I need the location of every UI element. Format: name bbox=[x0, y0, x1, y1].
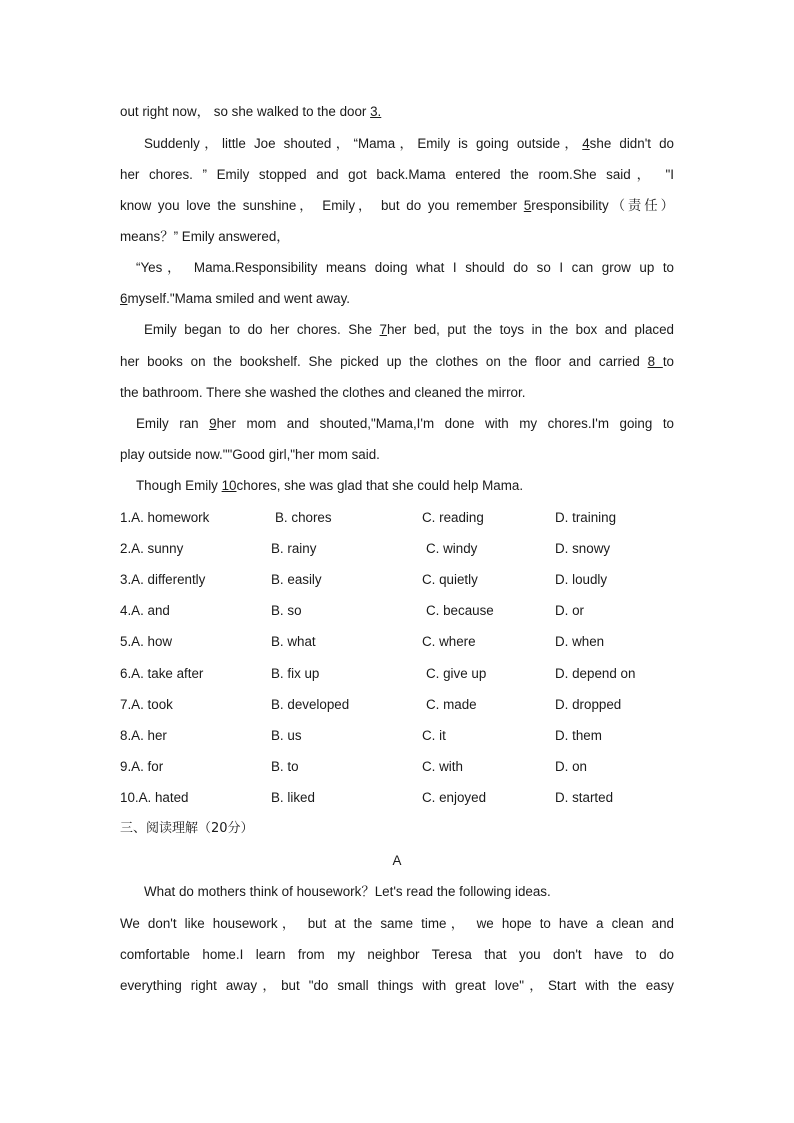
passage-line: play outside now.""Good girl,"her mom said. bbox=[120, 447, 380, 462]
section-subheading: A bbox=[392, 853, 402, 868]
option-1b: B. chores bbox=[275, 510, 332, 525]
option-10b: B. liked bbox=[271, 790, 315, 805]
option-7a: 7.A. took bbox=[120, 697, 173, 712]
option-2d: D. snowy bbox=[555, 541, 611, 556]
option-9d: D. on bbox=[555, 759, 588, 774]
option-7d: D. dropped bbox=[555, 697, 622, 712]
reading-line: comfortable home.I learn from my neighbor Teresa that you don't have to do bbox=[120, 947, 674, 962]
blank-6: 6 bbox=[120, 291, 128, 306]
option-1c: C. reading bbox=[422, 510, 484, 525]
option-2b: B. rainy bbox=[271, 541, 317, 556]
option-8d: D. them bbox=[555, 728, 602, 743]
option-9b: B. to bbox=[271, 759, 299, 774]
option-3b: B. easily bbox=[271, 572, 322, 587]
option-9c: C. with bbox=[422, 759, 463, 774]
option-4a: 4.A. and bbox=[120, 603, 170, 618]
option-5a: 5.A. how bbox=[120, 634, 173, 649]
blank-8: 8 bbox=[647, 354, 663, 369]
blank-5: 5 bbox=[523, 198, 532, 213]
option-10d: D. started bbox=[555, 790, 614, 805]
blank-4: 4 bbox=[582, 136, 590, 151]
passage-line: the bathroom. There she washed the clothes and cleaned the mirror. bbox=[120, 385, 526, 400]
blank-9: 9 bbox=[209, 416, 217, 431]
passage-line: know you love the sunshine， Emily， but do you remember 5responsibility（责任） bbox=[120, 198, 675, 213]
option-2c: C. windy bbox=[426, 541, 478, 556]
option-4c: C. because bbox=[426, 603, 494, 618]
option-5c: C. where bbox=[422, 634, 476, 649]
option-9a: 9.A. for bbox=[120, 759, 164, 774]
option-6c: C. give up bbox=[426, 666, 487, 681]
passage-line: her chores. ” Emily stopped and got back.Mama entered the room.She said， "I bbox=[120, 167, 674, 182]
option-3c: C. quietly bbox=[422, 572, 478, 587]
option-4d: D. or bbox=[555, 603, 585, 618]
passage-line: Emily ran 9her mom and shouted,"Mama,I'm done with my chores.I'm going to bbox=[136, 416, 674, 431]
passage-line: her books on the bookshelf. She picked up the clothes on the floor and carried 8 to bbox=[120, 354, 674, 369]
passage-line: Suddenly，little Joe shouted，“Mama，Emily is going outside，4she didn't do bbox=[144, 136, 674, 151]
reading-line: We don't like housework， but at the same time， we hope to have a clean and bbox=[120, 916, 674, 931]
passage-line: “Yes， Mama.Responsibility means doing what I should do so I can grow up to bbox=[136, 260, 674, 275]
blank-3: 3. bbox=[370, 104, 382, 119]
blank-7: 7 bbox=[379, 322, 387, 337]
blank-10: 10 bbox=[221, 478, 237, 493]
option-8a: 8.A. her bbox=[120, 728, 167, 743]
option-8b: B. us bbox=[271, 728, 302, 743]
reading-line: everything right away，but "do small things with great love"，Start with the easy bbox=[120, 978, 674, 993]
option-7b: B. developed bbox=[271, 697, 350, 712]
passage-line: out right now， so she walked to the door 3. bbox=[120, 104, 382, 119]
passage-line: Though Emily 10chores, she was glad that she could help Mama. bbox=[136, 478, 524, 493]
option-6b: B. fix up bbox=[271, 666, 320, 681]
option-2a: 2.A. sunny bbox=[120, 541, 184, 556]
option-10c: C. enjoyed bbox=[422, 790, 487, 805]
option-8c: C. it bbox=[422, 728, 446, 743]
option-5d: D. when bbox=[555, 634, 605, 649]
option-5b: B. what bbox=[271, 634, 316, 649]
option-1a: 1.A. homework bbox=[120, 510, 210, 525]
option-3a: 3.A. differently bbox=[120, 572, 206, 587]
option-3d: D. loudly bbox=[555, 572, 608, 587]
option-10a: 10.A. hated bbox=[120, 790, 189, 805]
passage-line: means？” Emily answered， bbox=[120, 229, 290, 244]
reading-line: What do mothers think of housework？Let's read the following ideas. bbox=[144, 884, 551, 899]
option-4b: B. so bbox=[271, 603, 302, 618]
option-7c: C. made bbox=[426, 697, 477, 712]
option-1d: D. training bbox=[555, 510, 617, 525]
option-6a: 6.A. take after bbox=[120, 666, 204, 681]
option-6d: D. depend on bbox=[555, 666, 636, 681]
passage-line: Emily began to do her chores. She 7her bed, put the toys in the box and placed bbox=[144, 322, 674, 337]
passage-line: 6myself."Mama smiled and went away. bbox=[120, 291, 351, 306]
section-heading: 三、阅读理解（20分） bbox=[120, 821, 254, 836]
